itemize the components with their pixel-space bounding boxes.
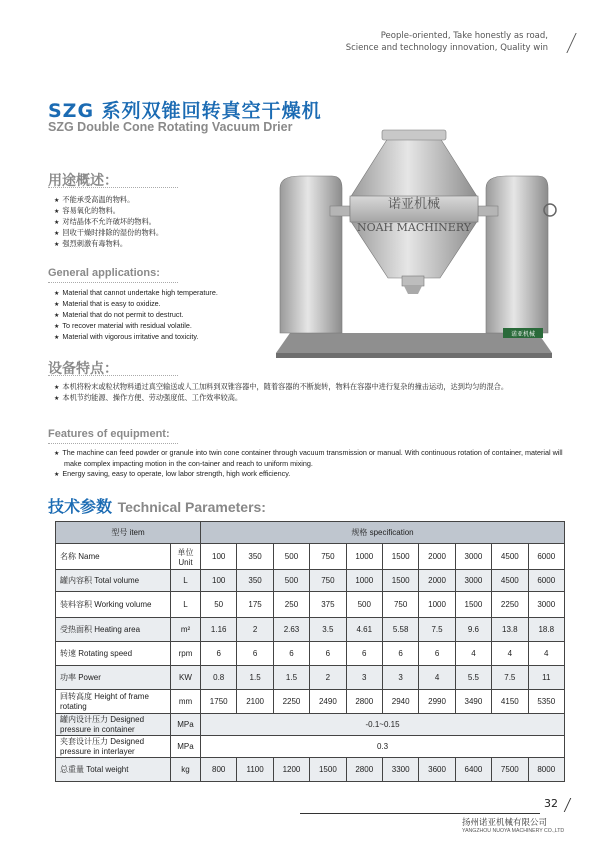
table-cell: 7500 (492, 758, 528, 782)
table-cell: 3600 (419, 758, 455, 782)
features-list-cn (54, 382, 564, 404)
list-item: ★ The machine can feed powder or granule into twin cone container through vacuum transmission or manual. With continuous rotation of container, material will make complex impacting motion in the con-tainer and reach to uniform mixing. (54, 448, 564, 469)
row-unit: MPa (171, 714, 201, 736)
table-cell: 5.5 (455, 666, 491, 690)
table-cell: 3 (346, 666, 382, 690)
nameplate-text: 诺亚机械 (510, 331, 536, 338)
dotted-divider (48, 187, 178, 188)
company-name-en: YANGZHOU NUOYA MACHINERY CO.,LTD (462, 828, 565, 834)
table-cell: 4500 (492, 544, 528, 570)
table-cell: 500 (273, 544, 309, 570)
table-header-row (56, 522, 565, 544)
tagline-line1: People-oriented, Take honestly as road, (380, 31, 548, 41)
table-cell: 4.61 (346, 618, 382, 642)
table-cell: 1750 (201, 690, 237, 714)
tagline-line2: Science and technology innovation, Quality win (345, 43, 548, 53)
table-cell: 2 (310, 666, 346, 690)
table-cell: 1000 (346, 544, 382, 570)
list-item: ★ 本机将粉末或粒状物料通过真空输送或人工加料到双锥容器中，随着容器的不断旋转，物料在容器中进行复杂的撞击运动，达到均匀的混合。 (54, 382, 564, 393)
slash-decoration (564, 798, 572, 812)
list-item: ★ Material that is easy to oxidize. (54, 299, 218, 310)
table-cell: 2.63 (273, 618, 309, 642)
product-photo (270, 128, 558, 360)
table-cell: 6 (237, 642, 273, 666)
table-cell: 3490 (455, 690, 491, 714)
table-cell: 4500 (492, 570, 528, 592)
row-label: 罐内设计压力 Designed pressure in container (56, 714, 171, 736)
table-cell: 3 (382, 666, 418, 690)
table-cell: 750 (310, 570, 346, 592)
table-cell: 3000 (455, 544, 491, 570)
table-cell: 1500 (382, 570, 418, 592)
row-label: 装料容积 Working volume (56, 592, 171, 618)
table-cell: 6000 (528, 570, 564, 592)
applications-heading-en: General applications: (48, 267, 160, 279)
table-cell: 750 (382, 592, 418, 618)
table-cell: 2800 (346, 690, 382, 714)
table-cell: 2800 (346, 758, 382, 782)
table-cell: 4150 (492, 690, 528, 714)
table-cell: 13.8 (492, 618, 528, 642)
row-label: 名称 Name (56, 544, 171, 570)
table-cell: 0.3 (201, 736, 565, 758)
table-cell: 500 (346, 592, 382, 618)
row-unit: MPa (171, 736, 201, 758)
table-cell: 6000 (528, 544, 564, 570)
footer-divider (300, 813, 540, 814)
table-cell: 2100 (237, 690, 273, 714)
table-cell: 175 (237, 592, 273, 618)
table-cell: 2990 (419, 690, 455, 714)
table-cell: 3000 (455, 570, 491, 592)
table-cell: -0.1~0.15 (201, 714, 565, 736)
table-cell: 6 (201, 642, 237, 666)
table-cell: 0.8 (201, 666, 237, 690)
table-row (56, 618, 565, 642)
row-label: 受热面积 Heating area (56, 618, 171, 642)
list-item: ★ 容易氧化的物料。 (54, 206, 163, 217)
company-name-cn: 扬州诺亚机械有限公司 (462, 818, 548, 828)
row-label: 回转高度 Height of frame rotating (56, 690, 171, 714)
row-label: 总重量 Total weight (56, 758, 171, 782)
spec-table (55, 521, 565, 782)
list-item: ★ 不能承受高温的物料。 (54, 195, 163, 206)
table-cell: 1.5 (273, 666, 309, 690)
list-item: ★ 本机节约能源、操作方便、劳动强度低、工作效率较高。 (54, 393, 564, 404)
table-cell: 1500 (310, 758, 346, 782)
table-cell: 500 (273, 570, 309, 592)
table-row (56, 736, 565, 758)
table-cell: 5350 (528, 690, 564, 714)
model-header: 型号 item (56, 522, 201, 544)
table-cell: 3300 (382, 758, 418, 782)
spec-header: 规格 specification (201, 522, 565, 544)
table-row (56, 758, 565, 782)
table-cell: 2940 (382, 690, 418, 714)
table-cell: 6 (310, 642, 346, 666)
row-label: 功率 Power (56, 666, 171, 690)
list-item: ★ To recover material with residual volatile. (54, 321, 218, 332)
row-label: 夹套设计压力 Designed pressure in interlayer (56, 736, 171, 758)
row-unit: L (171, 570, 201, 592)
row-unit: L (171, 592, 201, 618)
list-item: ★ Material that do not permit to destruct. (54, 310, 218, 321)
table-cell: 1200 (273, 758, 309, 782)
table-cell: 375 (310, 592, 346, 618)
row-unit: rpm (171, 642, 201, 666)
table-cell: 1500 (455, 592, 491, 618)
dotted-divider (48, 375, 178, 376)
header-tagline (346, 30, 548, 54)
table-cell: 8000 (528, 758, 564, 782)
table-cell: 4 (528, 642, 564, 666)
features-heading-cn: 设备特点： (48, 361, 118, 377)
table-cell: 2 (237, 618, 273, 642)
row-unit: mm (171, 690, 201, 714)
table-cell: 5.58 (382, 618, 418, 642)
tech-heading (48, 494, 266, 517)
table-cell: 7.5 (419, 618, 455, 642)
row-unit: 单位 Unit (171, 544, 201, 570)
table-cell: 1.16 (201, 618, 237, 642)
page-title-cn: SZG 系列双锥回转真空干燥机 (48, 100, 322, 122)
table-row (56, 544, 565, 570)
table-cell: 350 (237, 544, 273, 570)
table-cell: 50 (201, 592, 237, 618)
applications-list-en (54, 288, 218, 343)
list-item: ★ Material with vigorous irritative and toxicity. (54, 332, 218, 343)
table-cell: 1100 (237, 758, 273, 782)
table-cell: 4 (492, 642, 528, 666)
table-cell: 1000 (419, 592, 455, 618)
page-number: 32 (544, 797, 558, 810)
table-cell: 1500 (382, 544, 418, 570)
table-cell: 3000 (528, 592, 564, 618)
table-cell: 800 (201, 758, 237, 782)
applications-heading-cn: 用途概述： (48, 173, 118, 189)
row-label: 转速 Rotating speed (56, 642, 171, 666)
table-row (56, 690, 565, 714)
table-cell: 2490 (310, 690, 346, 714)
dotted-divider (48, 282, 178, 283)
list-item: ★ Energy saving, easy to operate, low labor strength, high work efficiency. (54, 469, 564, 480)
table-cell: 6 (382, 642, 418, 666)
table-row (56, 666, 565, 690)
table-cell: 350 (237, 570, 273, 592)
table-cell: 2250 (492, 592, 528, 618)
table-cell: 9.6 (455, 618, 491, 642)
list-item: ★ 强烈刺激有毒物料。 (54, 239, 163, 250)
slash-decoration (566, 33, 576, 53)
dotted-divider (48, 443, 178, 444)
row-unit: KW (171, 666, 201, 690)
table-cell: 1000 (346, 570, 382, 592)
table-cell: 750 (310, 544, 346, 570)
table-cell: 100 (201, 570, 237, 592)
list-item: ★ 回收干燥时排除的湿份的物料。 (54, 228, 163, 239)
row-label: 罐内容积 Total volume (56, 570, 171, 592)
table-cell: 3.5 (310, 618, 346, 642)
watermark-cn: 诺亚机械 (387, 197, 441, 212)
table-row (56, 714, 565, 736)
table-cell: 4 (455, 642, 491, 666)
row-unit: m² (171, 618, 201, 642)
table-cell: 6 (273, 642, 309, 666)
table-cell: 4 (419, 666, 455, 690)
table-cell: 2250 (273, 690, 309, 714)
table-cell: 1.5 (237, 666, 273, 690)
table-row (56, 592, 565, 618)
table-row (56, 570, 565, 592)
table-cell: 11 (528, 666, 564, 690)
table-cell: 2000 (419, 570, 455, 592)
table-cell: 6400 (455, 758, 491, 782)
watermark-en: NOAH MACHINERY (356, 221, 472, 234)
tech-heading-cn: 技术参数 (48, 497, 113, 516)
table-cell: 2000 (419, 544, 455, 570)
table-cell: 6 (346, 642, 382, 666)
table-cell: 7.5 (492, 666, 528, 690)
double-cone-dryer-image (270, 128, 558, 360)
table-cell: 250 (273, 592, 309, 618)
list-item: ★ Material that cannot undertake high temperature. (54, 288, 218, 299)
tech-heading-en: Technical Parameters: (117, 499, 266, 515)
applications-list-cn (54, 195, 163, 250)
table-row (56, 642, 565, 666)
page-title-en: SZG Double Cone Rotating Vacuum Drier (48, 120, 293, 134)
list-item: ★ 对结晶体不允许破坏的物料。 (54, 217, 163, 228)
row-unit: kg (171, 758, 201, 782)
table-cell: 6 (419, 642, 455, 666)
features-heading-en: Features of equipment: (48, 428, 170, 440)
features-list-en (54, 448, 564, 480)
table-cell: 18.8 (528, 618, 564, 642)
table-cell: 100 (201, 544, 237, 570)
